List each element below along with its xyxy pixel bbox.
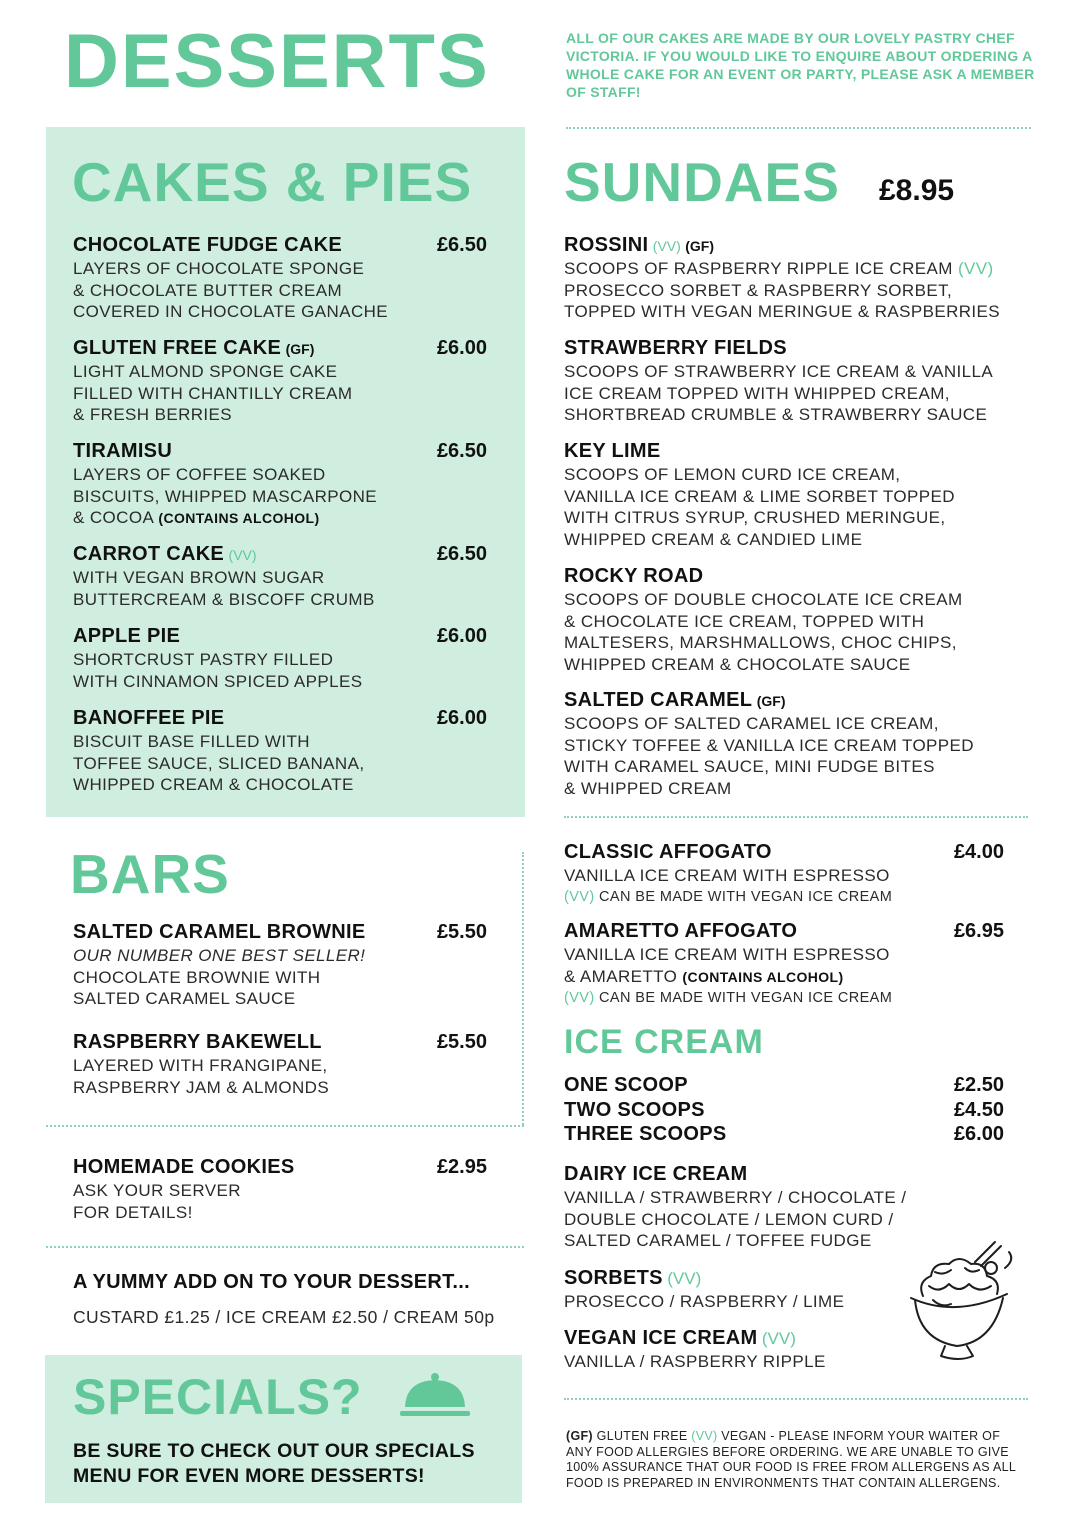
intro-divider (566, 127, 1031, 129)
specials-title: SPECIALS? (73, 1369, 363, 1425)
intro-text: ALL OF OUR CAKES ARE MADE BY OUR LOVELY PASTRY CHEF VICTORIA. IF YOU WOULD LIKE TO ENQUIRE ABOUT ORDERING A WHOLE CAKE FOR AN EVENT OR PARTY, PLEASE ASK A MEMBER OF STAFF! (566, 30, 1035, 100)
cake-item-desc (73, 464, 487, 530)
sundae-item-name: SALTED CARAMEL (564, 689, 753, 711)
sundae-item-header (564, 440, 1034, 463)
sundae-item (564, 337, 1034, 426)
cake-item-desc (73, 567, 487, 610)
bar-item-highlight: OUR NUMBER ONE BEST SELLER! (73, 946, 366, 965)
cookies-divider (46, 1246, 524, 1248)
sundae-item-desc (564, 361, 1034, 426)
bar-item-price: £5.50 (436, 1031, 487, 1053)
affogato-item-name: AMARETTO AFFOGATO (564, 920, 798, 942)
affogato-item-price: £6.95 (953, 920, 1004, 942)
cake-item-price: £6.00 (436, 707, 487, 729)
footer-text: VEGAN - PLEASE INFORM YOUR WAITER OF ANY FOOD ALLERGIES BEFORE ORDERING. WE ARE UNABLE TO GIVE 100% ASSURANCE THAT OUR FOOD IS FREE FROM ALLERGENS AS ALL FOOD IS PREPARED IN ENVIRONMENTS THAT CONTAIN ALLERGENS. (566, 1429, 1016, 1490)
bar-item (73, 921, 487, 1010)
icecream-divider (564, 1398, 1028, 1400)
sundaes-price: £8.95 (879, 174, 955, 207)
addon-text: CUSTARD £1.25 / ICE CREAM £2.50 / CREAM 50p (73, 1307, 495, 1327)
cake-item-title (73, 625, 180, 648)
cake-item-desc (73, 649, 487, 692)
sundae-item-name: KEY LIME (564, 440, 661, 462)
icecream-group-name: VEGAN ICE CREAM (564, 1327, 758, 1349)
sundae-item-desc-text: SCOOPS OF SALTED CARAMEL ICE CREAM, STICKY TOFFEE & VANILLA ICE CREAM TOPPED WITH CARAMEL SAUCE, MINI FUDGE BITES & WHIPPED CREAM (564, 714, 974, 798)
cake-item (73, 543, 487, 610)
cake-item (73, 440, 487, 530)
icecream-group-vegan-tag: (VV) (667, 1269, 702, 1288)
sundae-item-header (564, 337, 1034, 360)
cake-item-name: BANOFFEE PIE (73, 707, 225, 729)
scoops-list (564, 1074, 1004, 1148)
scoop-name: TWO SCOOPS (564, 1098, 705, 1121)
page-title: DESSERTS (64, 19, 490, 104)
sundae-item-desc (564, 589, 1034, 675)
cake-item-header (73, 440, 487, 463)
sundae-item-desc-vegan-tag: (VV) (957, 259, 994, 278)
sundae-item-desc-text: SCOOPS OF LEMON CURD ICE CREAM, VANILLA ICE CREAM & LIME SORBET TOPPED WITH CITRUS SYRUP, CRUSHED MERINGUE, WHIPPED CREAM & CANDIED LIME (564, 465, 955, 549)
affogato-item (564, 920, 1004, 1008)
sundae-item-name: STRAWBERRY FIELDS (564, 337, 787, 359)
affogato-item-desc-tag: (CONTAINS ALCOHOL) (682, 968, 844, 985)
bar-item-desc: LAYERED WITH FRANGIPANE, RASPBERRY JAM & ALMONDS (73, 1056, 330, 1097)
cake-item (73, 625, 487, 692)
cake-item-desc (73, 258, 487, 323)
bar-item-header (73, 1031, 487, 1054)
scoop-name: ONE SCOOP (564, 1074, 688, 1096)
cloche-icon (398, 1371, 472, 1421)
cookies-desc: ASK YOUR SERVER FOR DETAILS! (73, 1181, 241, 1222)
cake-item-price: £6.50 (436, 440, 487, 462)
sundaes-title: SUNDAES (564, 151, 840, 213)
cake-item-tag: (GF) (285, 341, 315, 357)
allergen-footer (566, 1429, 1024, 1491)
affogato-item-price: £4.00 (953, 841, 1004, 863)
cake-item-desc (73, 731, 487, 796)
cake-item-desc (73, 361, 487, 426)
cake-item-title (73, 234, 342, 257)
cake-item-desc-text: SHORTCRUST PASTRY FILLED WITH CINNAMON SPICED APPLES (73, 650, 363, 691)
cake-item-price: £6.00 (436, 625, 487, 647)
cake-item-name: CARROT CAKE (73, 543, 225, 565)
bar-item-desc: CHOCOLATE BROWNIE WITH SALTED CARAMEL SAUCE (73, 967, 321, 1008)
sundae-illustration-icon (905, 1238, 1025, 1364)
cake-item (73, 707, 487, 796)
bars-title: BARS (70, 843, 230, 905)
cake-item-vegan-tag: (VV) (228, 547, 257, 563)
sundae-item-desc (564, 258, 1034, 280)
icecream-group-name: SORBETS (564, 1267, 663, 1289)
affogato-vegan-text: CAN BE MADE WITH VEGAN ICE CREAM (599, 990, 893, 1006)
sundae-item-tag: (GF) (685, 238, 715, 254)
footer-vv: (VV) (691, 1429, 718, 1443)
icecream-title: ICE CREAM (564, 1023, 764, 1061)
affogato-item-desc (564, 865, 1004, 887)
scoop-price: £2.50 (953, 1074, 1004, 1096)
cake-item-desc-text: WITH VEGAN BROWN SUGAR BUTTERCREAM & BISCOFF CRUMB (73, 568, 375, 609)
cake-item-name: TIRAMISU (73, 440, 173, 462)
scoop-row (564, 1099, 1004, 1124)
sundae-item-name: ROSSINI (564, 234, 649, 256)
cake-item-header (73, 543, 487, 566)
bars-divider-horizontal (46, 1125, 524, 1127)
sundae-item (564, 689, 1034, 799)
bars-divider-vertical (522, 852, 524, 1125)
sundae-item-header (564, 234, 1034, 257)
scoop-row (564, 1123, 1004, 1148)
specials-text: BE SURE TO CHECK OUT OUR SPECIALS MENU FOR EVEN MORE DESSERTS! (73, 1440, 475, 1487)
icecream-group-desc: VANILLA / RASPBERRY RIPPLE (564, 1352, 826, 1371)
sundae-item (564, 565, 1034, 675)
cake-item-title (73, 440, 172, 463)
icecream-group-desc: VANILLA / STRAWBERRY / CHOCOLATE / DOUBLE CHOCOLATE / LEMON CURD / SALTED CARAMEL / TOFFEE FUDGE (564, 1188, 907, 1250)
affogato-item-header (564, 920, 1004, 943)
scoop-row (564, 1074, 1004, 1099)
sundaes-divider (564, 816, 1028, 818)
sundae-item-tag: (GF) (756, 693, 786, 709)
icecream-group-desc: PROSECCO / RASPBERRY / LIME (564, 1292, 845, 1311)
cake-item-price: £6.50 (436, 234, 487, 256)
icecream-group-name: DAIRY ICE CREAM (564, 1163, 748, 1185)
cake-item-name: CHOCOLATE FUDGE CAKE (73, 234, 342, 256)
cookies-name: HOMEMADE COOKIES (73, 1156, 295, 1178)
cake-item-price: £6.00 (436, 337, 487, 359)
cake-item-desc-tag: (CONTAINS ALCOHOL) (158, 510, 320, 526)
sundae-item-desc-text: SCOOPS OF DOUBLE CHOCOLATE ICE CREAM & CHOCOLATE ICE CREAM, TOPPED WITH MALTESERS, MARSHMALLOWS, CHOC CHIPS, WHIPPED CREAM & CHOCOLATE SAUCE (564, 590, 963, 674)
cookies-price: £2.95 (436, 1156, 487, 1178)
cake-item-desc-text: LIGHT ALMOND SPONGE CAKE FILLED WITH CHANTILLY CREAM & FRESH BERRIES (73, 362, 353, 424)
cake-item-name: GLUTEN FREE CAKE (73, 337, 282, 359)
bar-item-header (73, 921, 487, 944)
cake-item (73, 234, 487, 323)
affogato-item-vegan-note (564, 887, 1004, 907)
cake-item-title (73, 707, 224, 730)
cake-item-desc-text: LAYERS OF COFFEE SOAKED BISCUITS, WHIPPED MASCARPONE & COCOA (73, 465, 378, 527)
cakes-title: CAKES & PIES (72, 151, 473, 213)
cake-item-title (73, 543, 257, 566)
cake-item-header (73, 707, 487, 730)
sundae-item-desc-text: SCOOPS OF RASPBERRY RIPPLE ICE CREAM (564, 259, 953, 278)
affogato-item-header (564, 841, 1004, 864)
affogato-item-name: CLASSIC AFFOGATO (564, 841, 772, 863)
cake-item-desc-text: BISCUIT BASE FILLED WITH TOFFEE SAUCE, SLICED BANANA, WHIPPED CREAM & CHOCOLATE (73, 732, 365, 794)
affogato-vegan-tag: (VV) (564, 990, 595, 1006)
affogato-item-desc-text: VANILLA ICE CREAM WITH ESPRESSO (564, 866, 890, 885)
scoop-name: THREE SCOOPS (564, 1123, 727, 1145)
icecream-group-vegan-tag: (VV) (761, 1329, 796, 1348)
cake-item-header (73, 337, 487, 360)
cake-item-header (73, 234, 487, 257)
bar-item (73, 1031, 487, 1098)
affogato-vegan-text: CAN BE MADE WITH VEGAN ICE CREAM (599, 888, 893, 905)
icecream-group-header (564, 1163, 984, 1186)
bar-item-name: SALTED CARAMEL BROWNIE (73, 921, 366, 943)
cake-item-price: £6.50 (436, 543, 487, 565)
footer-gf-text: GLUTEN FREE (596, 1429, 688, 1443)
sundae-item-name: ROCKY ROAD (564, 565, 704, 587)
affogato-vegan-tag: (VV) (564, 888, 595, 905)
cake-item-name: APPLE PIE (73, 625, 181, 647)
sundae-item-desc (564, 713, 1034, 799)
addon-title: A YUMMY ADD ON TO YOUR DESSERT... (73, 1271, 470, 1293)
bar-item-name: RASPBERRY BAKEWELL (73, 1031, 322, 1053)
affogato-item (564, 841, 1004, 907)
affogato-item-vegan-note (564, 988, 1004, 1008)
footer-gf: (GF) (566, 1429, 593, 1443)
scoop-price: £4.50 (953, 1098, 1004, 1121)
cake-item (73, 337, 487, 426)
cookies-item (73, 1156, 487, 1223)
sundae-item-vegan-tag: (VV) (652, 238, 681, 254)
cake-item-title (73, 337, 314, 360)
sundae-item (564, 440, 1034, 550)
sundae-item-header (564, 565, 1034, 588)
cake-item-header (73, 625, 487, 648)
affogato-item-desc-text: VANILLA ICE CREAM WITH ESPRESSO & AMARETTO (564, 945, 890, 986)
sundae-item-desc-more: PROSECCO SORBET & RASPBERRY SORBET, TOPPED WITH VEGAN MERINGUE & RASPBERRIES (564, 280, 1001, 321)
bar-item-price: £5.50 (436, 921, 487, 943)
cake-item-desc-text: LAYERS OF CHOCOLATE SPONGE & CHOCOLATE BUTTER CREAM COVERED IN CHOCOLATE GANACHE (73, 259, 389, 321)
affogato-item-desc (564, 944, 1004, 988)
sundae-item-desc-text: SCOOPS OF STRAWBERRY ICE CREAM & VANILLA ICE CREAM TOPPED WITH WHIPPED CREAM, SHORTBREAD CRUMBLE & STRAWBERRY SAUCE (564, 362, 994, 424)
sundae-item-header (564, 689, 1034, 712)
sundae-item-desc (564, 464, 1034, 550)
scoop-price: £6.00 (953, 1123, 1004, 1145)
sundae-item (564, 234, 1034, 323)
